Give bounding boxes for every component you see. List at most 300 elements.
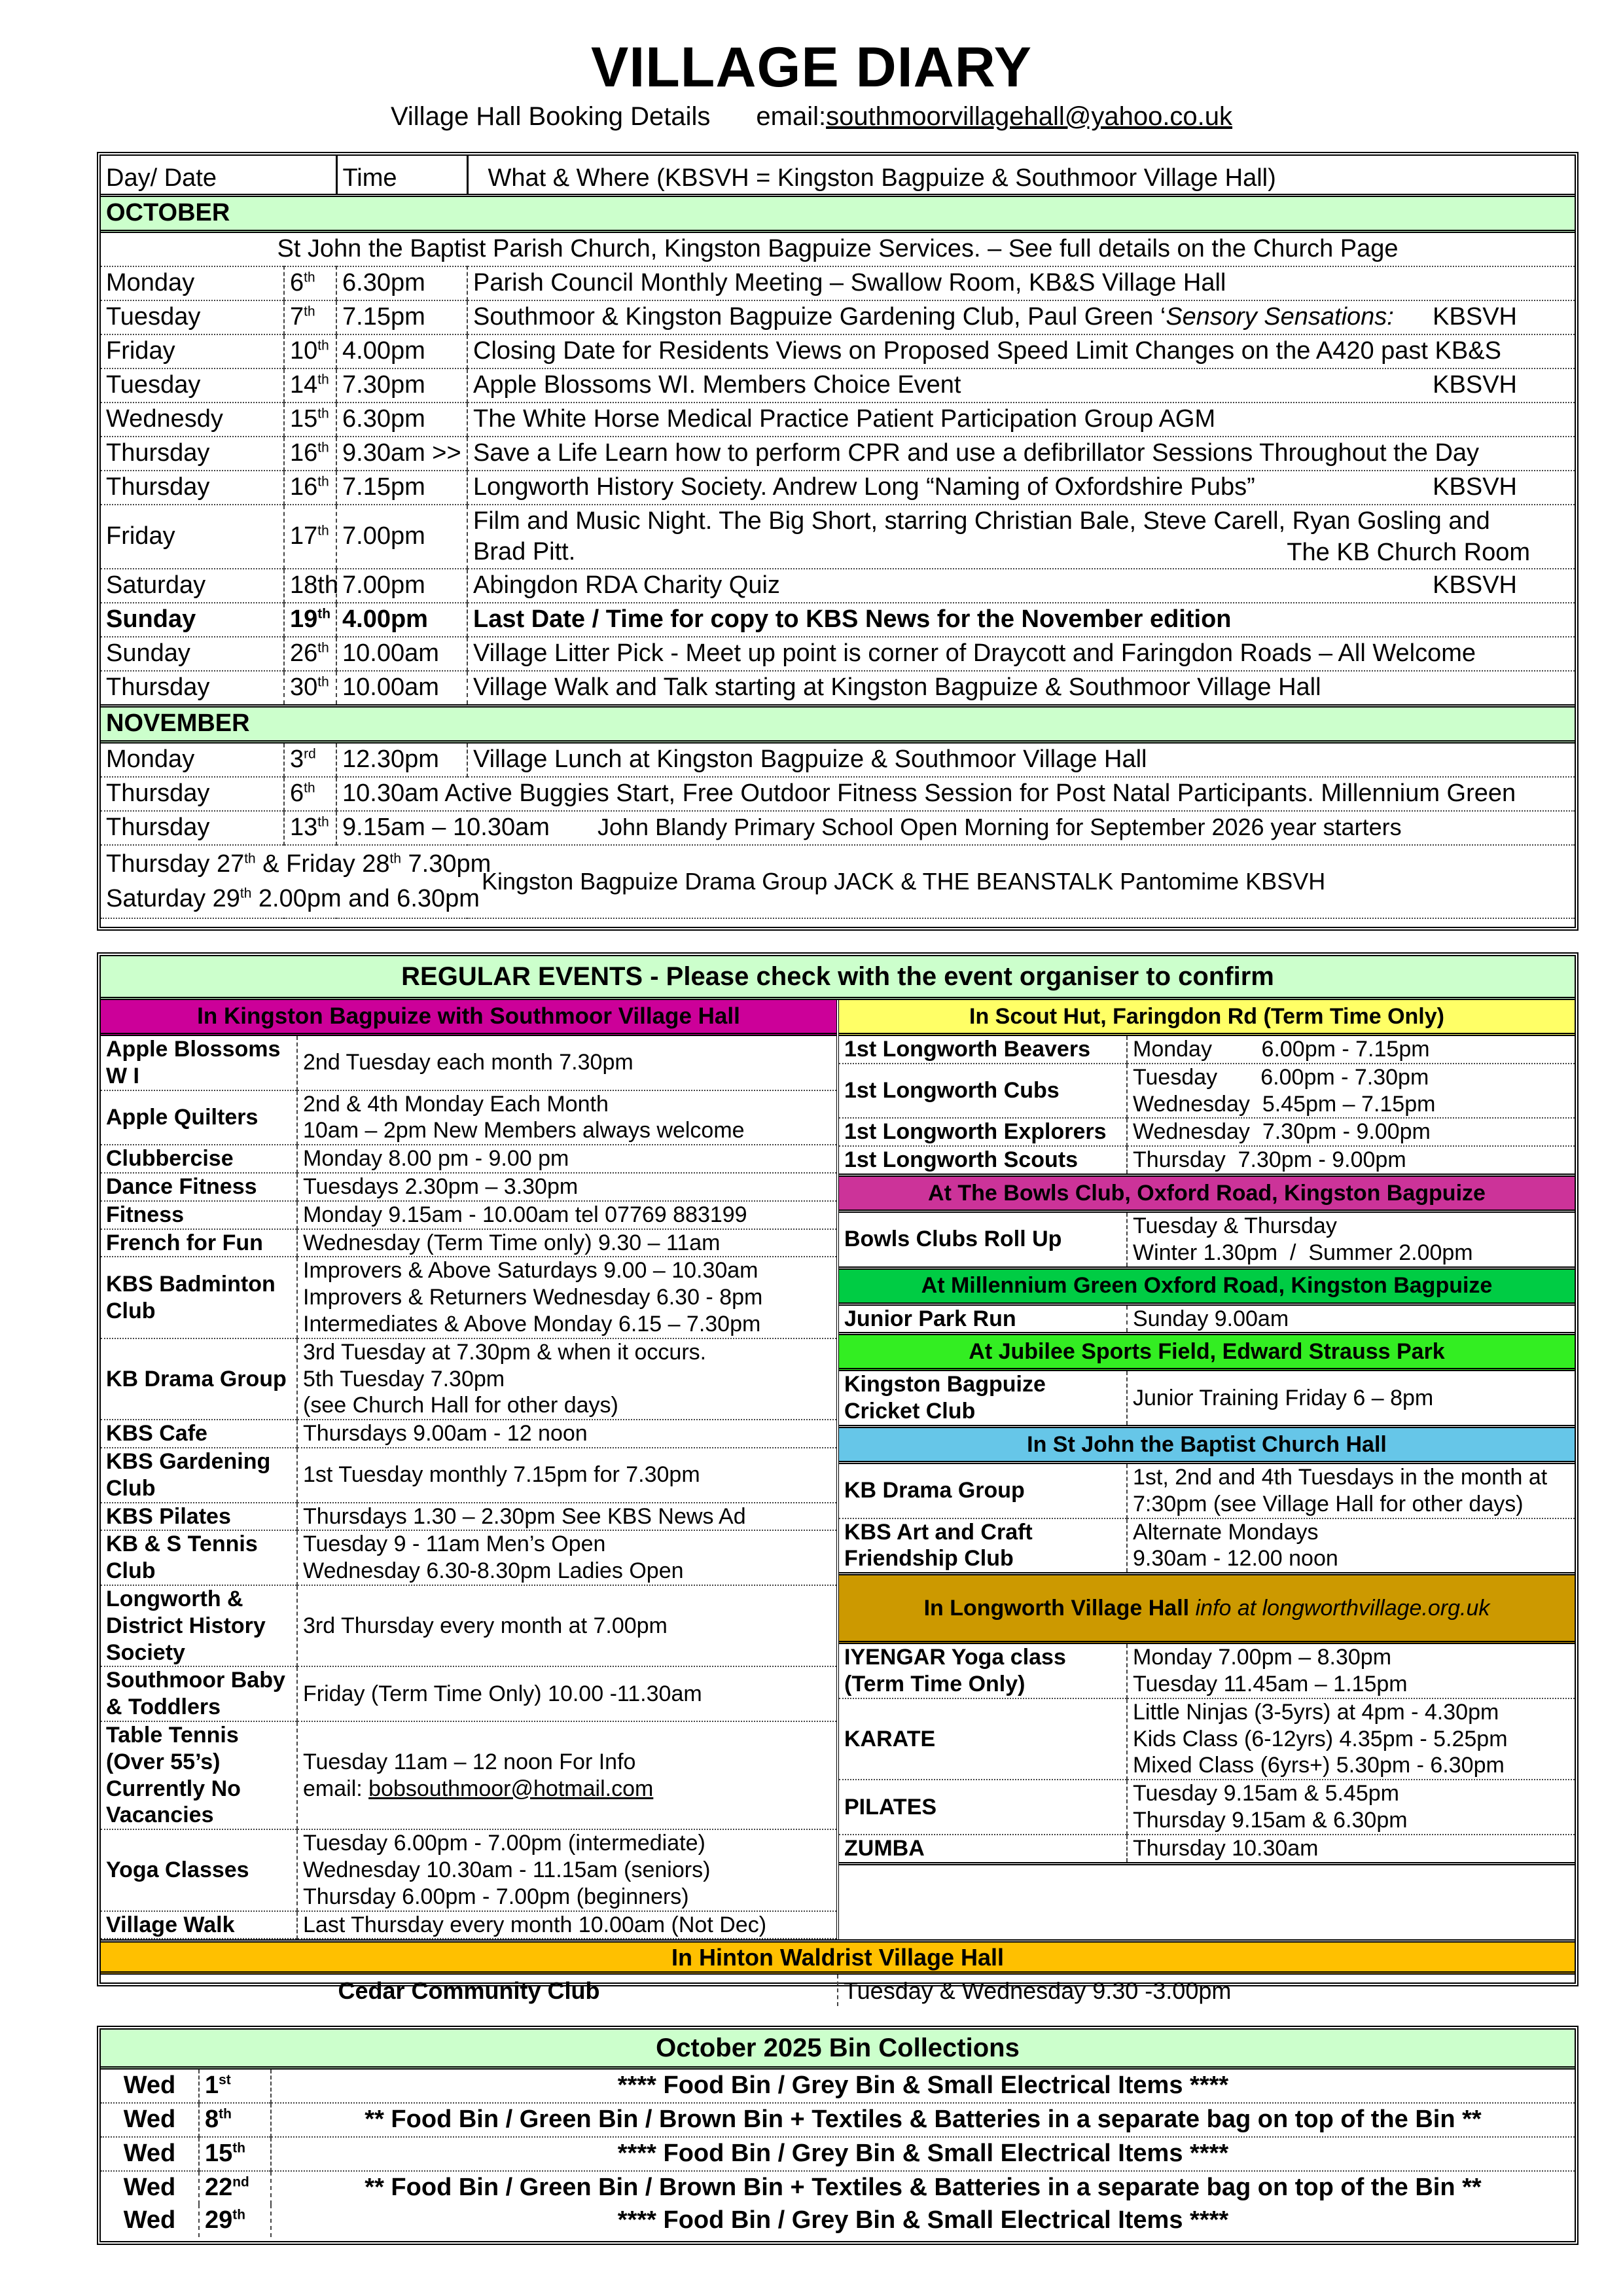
time-line: Tuesday 6.00pm - 7.30pm bbox=[1133, 1064, 1429, 1090]
regular-event-row bbox=[101, 1145, 836, 1173]
regular-event-time bbox=[297, 1338, 836, 1420]
event-date: 3rd bbox=[284, 742, 336, 778]
date-suffix: th bbox=[304, 270, 315, 285]
regular-event-time bbox=[1127, 1780, 1575, 1835]
event-date: 17th bbox=[284, 505, 336, 569]
event-date: 14th bbox=[284, 368, 336, 403]
time-line: Thursday 10.30am bbox=[1133, 1835, 1319, 1861]
regular-event-row bbox=[839, 1462, 1575, 1518]
regular-event-name: Longworth & District History Society bbox=[101, 1585, 297, 1666]
booking-line bbox=[0, 103, 1623, 130]
diary-event-row bbox=[101, 569, 1575, 603]
event-what: KBSVH Abingdon RDA Charity Quiz bbox=[467, 569, 1575, 603]
time-line: Improvers & Returners Wednesday 6.30 - 8pm bbox=[303, 1285, 763, 1310]
event-day: Monday bbox=[101, 742, 284, 778]
time-line: 2nd & 4th Monday Each Month bbox=[303, 1091, 609, 1117]
time-line: (see Church Hall for other days) bbox=[303, 1393, 618, 1418]
date-suffix: th bbox=[244, 851, 256, 867]
regular-event-name: Yoga Classes bbox=[101, 1829, 297, 1910]
october-events bbox=[101, 266, 1575, 706]
event-what: Village Litter Pick - Meet up point is corner of Draycott and Faringdon Roads – All Welcome bbox=[473, 639, 1476, 668]
diary-event-row bbox=[101, 603, 1575, 637]
time-line: Thursday 9.15am & 6.30pm bbox=[1133, 1807, 1408, 1833]
regular-event-name: Apple Quilters bbox=[101, 1090, 297, 1145]
regular-event-time bbox=[297, 1201, 836, 1229]
time-line: Thursdays 1.30 – 2.30pm See KBS News Ad bbox=[303, 1503, 746, 1529]
event-what: Parish Council Monthly Meeting – Swallow Room, KB&S Village Hall bbox=[473, 269, 1226, 297]
event-where: KBSVH bbox=[1433, 473, 1517, 501]
date-suffix: th bbox=[389, 851, 401, 867]
event-date: 26th bbox=[284, 637, 336, 671]
event-what: Last Date / Time for copy to KBS News for the November edition bbox=[473, 605, 1232, 634]
time-line: 2nd Tuesday each month 7.30pm bbox=[303, 1050, 633, 1075]
hinton-time: Tuesday & Wednesday 9.30 -3.00pm bbox=[844, 1977, 1232, 2004]
event-where: KBSVH bbox=[1433, 571, 1517, 600]
event-time: 7.00pm bbox=[336, 569, 467, 603]
regular-event-row bbox=[839, 1035, 1575, 1064]
regular-event-time bbox=[1127, 1146, 1575, 1175]
bin-row bbox=[101, 2068, 1575, 2104]
event-date-line: Saturday 29th 2.00pm and 6.30pm bbox=[106, 885, 480, 912]
event-what: 10.30am Active Buggies Start, Free Outdoor Fitness Session for Post Natal Participants. Millennium Green bbox=[342, 780, 1516, 808]
time-line: Thursday 7.30pm - 9.00pm bbox=[1133, 1147, 1406, 1173]
date-suffix: th bbox=[304, 304, 315, 319]
regular-event-name: PILATES bbox=[839, 1780, 1127, 1835]
hinton-header: In Hinton Waldrist Village Hall bbox=[671, 1943, 1005, 1971]
bin-description: **** Food Bin / Grey Bin & Small Electrical Items **** bbox=[617, 2072, 1229, 2100]
left-section-header: In Kingston Bagpuize with Southmoor Village Hall bbox=[101, 1000, 836, 1035]
regular-event-name: KBS Badminton Club bbox=[101, 1257, 297, 1338]
time-line: Wednesday 5.45pm – 7.15pm bbox=[1133, 1091, 1436, 1117]
diary-event-row bbox=[101, 300, 1575, 334]
regular-event-time bbox=[297, 1090, 836, 1145]
time-line: 1st Tuesday monthly 7.15pm for 7.30pm bbox=[303, 1462, 700, 1488]
bin-date: 29th bbox=[199, 2204, 271, 2237]
regular-event-row bbox=[101, 1338, 836, 1420]
regular-event-row bbox=[101, 1090, 836, 1145]
right-section-header-row bbox=[839, 1270, 1575, 1304]
event-date: 7th bbox=[284, 300, 336, 334]
regular-event-row bbox=[101, 1448, 836, 1503]
regular-event-time bbox=[297, 1585, 836, 1666]
event-description: John Blandy Primary School Open Morning for September 2026 year starters bbox=[597, 814, 1402, 841]
time-line: Wednesday (Term Time only) 9.30 – 11am bbox=[303, 1230, 721, 1255]
regular-title-row bbox=[101, 956, 1575, 999]
event-time: 10.00am bbox=[336, 637, 467, 671]
bin-description: **** Food Bin / Grey Bin & Small Electrical Items **** bbox=[617, 2140, 1229, 2168]
right-section bbox=[839, 1000, 1575, 1177]
month-label: NOVEMBER bbox=[106, 709, 250, 738]
regular-event-name: Clubbercise bbox=[101, 1145, 297, 1173]
event-time: 9.15am – 10.30am bbox=[342, 814, 550, 842]
bin-rows bbox=[101, 2068, 1575, 2238]
regular-event-name: Dance Fitness bbox=[101, 1173, 297, 1201]
time-line: Tuesday 9 - 11am Men’s Open bbox=[303, 1532, 606, 1557]
event-date: 16th bbox=[284, 471, 336, 505]
event-time: 4.00pm bbox=[336, 334, 467, 368]
regular-event-time bbox=[297, 1229, 836, 1257]
right-section-header-row bbox=[839, 1177, 1575, 1211]
regular-event-time bbox=[1127, 1304, 1575, 1334]
time-line: Thursdays 9.00am - 12 noon bbox=[303, 1421, 588, 1446]
right-section-header: In Scout Hut, Faringdon Rd (Term Time Only) bbox=[839, 1000, 1575, 1035]
time-line: Little Ninjas (3-5yrs) at 4pm - 4.30pm bbox=[1133, 1699, 1499, 1725]
time-line: Improvers & Above Saturdays 9.00 – 10.30am bbox=[303, 1258, 758, 1283]
diary-event-row bbox=[101, 437, 1575, 471]
event-where: The KB Church Room bbox=[1287, 538, 1530, 566]
regular-event-row bbox=[839, 1370, 1575, 1427]
page-title: VILLAGE DIARY bbox=[591, 36, 1032, 99]
month-label: OCTOBER bbox=[106, 199, 230, 227]
event-day: Thursday bbox=[101, 671, 284, 706]
regular-event-time bbox=[1127, 1118, 1575, 1146]
regular-event-time bbox=[297, 1257, 836, 1338]
regular-event-row bbox=[839, 1835, 1575, 1863]
regular-event-name: KBS Gardening Club bbox=[101, 1448, 297, 1503]
event-what: Save a Life Learn how to perform CPR and use a defibrillator Sessions Throughout the Day bbox=[473, 439, 1480, 467]
event-day: Sunday bbox=[101, 603, 284, 637]
regular-event-name: KARATE bbox=[839, 1698, 1127, 1780]
diary-event-row bbox=[101, 471, 1575, 505]
event-what: The White Horse Medical Practice Patient Participation Group AGM bbox=[473, 405, 1216, 433]
right-section-header: In St John the Baptist Church Hall bbox=[839, 1428, 1575, 1463]
booking-label: Village Hall Booking Details bbox=[390, 102, 711, 131]
event-what: Village Walk and Talk starting at Kingston Bagpuize & Southmoor Village Hall bbox=[473, 673, 1321, 702]
time-line: Alternate Mondays bbox=[1133, 1519, 1319, 1545]
regular-event-row bbox=[839, 1211, 1575, 1268]
event-time: 12.30pm bbox=[336, 742, 467, 778]
event-time: 6.30pm bbox=[336, 266, 467, 300]
regular-event-time bbox=[1127, 1211, 1575, 1268]
regular-event-name: ZUMBA bbox=[839, 1835, 1127, 1863]
time-line: 3rd Tuesday at 7.30pm & when it occurs. bbox=[303, 1339, 707, 1365]
diary-event-row bbox=[101, 845, 1575, 918]
bin-day: Wed bbox=[101, 2068, 199, 2104]
bin-date: 8th bbox=[199, 2103, 271, 2137]
event-day: Saturday bbox=[101, 569, 284, 603]
event-time: 7.15pm bbox=[336, 300, 467, 334]
email-prefix: email: bbox=[756, 102, 827, 131]
event-what: Village Lunch at Kingston Bagpuize & Southmoor Village Hall bbox=[473, 745, 1147, 774]
regular-event-name: KBS Cafe bbox=[101, 1420, 297, 1448]
time-line: Tuesday 9.15am & 5.45pm bbox=[1133, 1781, 1399, 1806]
event-day: Wednesdy bbox=[101, 403, 284, 437]
time-line: Tuesday & Thursday bbox=[1133, 1213, 1337, 1238]
event-what bbox=[336, 811, 1575, 845]
right-section bbox=[839, 1335, 1575, 1428]
time-line: 1st, 2nd and 4th Tuesdays in the month at bbox=[1133, 1464, 1548, 1490]
event-day: Sunday bbox=[101, 637, 284, 671]
time-line: Thursday 6.00pm - 7.00pm (beginners) bbox=[303, 1884, 689, 1909]
regular-event-name: Apple Blossoms W I bbox=[101, 1036, 297, 1090]
regular-event-name: French for Fun bbox=[101, 1229, 297, 1257]
regular-event-name: 1st Longworth Explorers bbox=[839, 1118, 1127, 1146]
event-time: 7.15pm bbox=[336, 471, 467, 505]
bin-date: 1st bbox=[199, 2068, 271, 2104]
time-line: 7:30pm (see Village Hall for other days) bbox=[1133, 1491, 1524, 1516]
time-line: Sunday 9.00am bbox=[1133, 1306, 1289, 1331]
right-section bbox=[839, 1177, 1575, 1270]
contact-email-link[interactable]: bobsouthmoor@hotmail.com bbox=[368, 1776, 654, 1801]
regular-event-time bbox=[1127, 1370, 1575, 1427]
bin-description: ** Food Bin / Green Bin / Brown Bin + Textiles & Batteries in a separate bag on top of the Bin ** bbox=[365, 2106, 1482, 2134]
regular-event-row bbox=[101, 1530, 836, 1585]
regular-event-name: 1st Longworth Beavers bbox=[839, 1035, 1127, 1064]
right-section-header-row bbox=[839, 1428, 1575, 1463]
diary-event-row bbox=[101, 266, 1575, 300]
event-day: Thursday bbox=[101, 471, 284, 505]
regular-event-name: KB Drama Group bbox=[101, 1338, 297, 1420]
event-multi-date bbox=[101, 845, 491, 918]
bin-day: Wed bbox=[101, 2204, 199, 2237]
regular-event-name: Table Tennis (Over 55’s) Currently No Vacancies bbox=[101, 1721, 297, 1829]
regular-event-row bbox=[101, 1201, 836, 1229]
bin-row bbox=[101, 2171, 1575, 2204]
event-date: 13th bbox=[284, 811, 336, 845]
time-line: Friday (Term Time Only) 10.00 -11.30am bbox=[303, 1681, 702, 1706]
regular-event-row bbox=[101, 1721, 836, 1829]
bin-row bbox=[101, 2204, 1575, 2237]
regular-event-row bbox=[101, 1257, 836, 1338]
date-suffix: th bbox=[317, 440, 329, 456]
bin-row bbox=[101, 2103, 1575, 2137]
diary-header-row bbox=[101, 156, 1575, 196]
regular-event-row bbox=[101, 1585, 836, 1666]
regular-event-time bbox=[1127, 1462, 1575, 1518]
bin-collections bbox=[97, 2026, 1578, 2245]
date-suffix: th bbox=[317, 372, 329, 387]
event-day: Monday bbox=[101, 266, 284, 300]
event-what: Kingston Bagpuize Drama Group JACK & THE BEANSTALK Pantomime KBSVH bbox=[482, 868, 1326, 895]
right-section-header: In Longworth Village Hall info at longworthvillage.org.uk bbox=[839, 1575, 1575, 1643]
time-line: 9.30am - 12.00 noon bbox=[1133, 1546, 1338, 1571]
booking-email-link[interactable]: southmoorvillagehall@yahoo.co.uk bbox=[826, 102, 1233, 131]
regular-event-name: Bowls Clubs Roll Up bbox=[839, 1211, 1127, 1268]
right-section-header-row bbox=[839, 1575, 1575, 1643]
col-day-date: Day/ Date bbox=[101, 156, 336, 196]
month-row-november bbox=[101, 706, 1575, 742]
regular-event-row bbox=[101, 1666, 836, 1721]
time-line: Kids Class (6-12yrs) 4.35pm - 5.25pm bbox=[1133, 1726, 1508, 1751]
right-section bbox=[839, 1270, 1575, 1336]
regular-event-time bbox=[297, 1911, 836, 1939]
right-section bbox=[839, 1575, 1575, 1865]
time-line: Tuesday 6.00pm - 7.00pm (intermediate) bbox=[303, 1831, 705, 1856]
time-line: Monday 7.00pm – 8.30pm bbox=[1133, 1645, 1392, 1670]
event-day: Thursday bbox=[101, 437, 284, 471]
regular-event-row bbox=[839, 1064, 1575, 1119]
regular-event-row bbox=[839, 1780, 1575, 1835]
regular-event-row bbox=[839, 1118, 1575, 1146]
event-date: 18th bbox=[284, 569, 336, 603]
event-day: Thursday bbox=[101, 777, 284, 811]
event-what: The KB Church Room Film and Music Night. The Big Short, starring Christian Bale, Steve Carell, Ryan Gosling and Brad Pitt. bbox=[467, 505, 1575, 569]
regular-event-time bbox=[297, 1829, 836, 1910]
regular-event-row bbox=[101, 1420, 836, 1448]
time-line: 10am – 2pm New Members always welcome bbox=[303, 1118, 745, 1143]
event-date: 19th bbox=[284, 603, 336, 637]
diary-event-row bbox=[101, 368, 1575, 403]
time-line: Wednesday 7.30pm - 9.00pm bbox=[1133, 1119, 1431, 1145]
church-note: St John the Baptist Parish Church, Kingston Bagpuize Services. – See full details on the Church Page bbox=[277, 235, 1399, 263]
regular-event-name: Southmoor Baby & Toddlers bbox=[101, 1666, 297, 1721]
regular-title: REGULAR EVENTS - Please check with the event organiser to confirm bbox=[401, 962, 1274, 991]
diary-table bbox=[97, 152, 1578, 931]
regular-event-name: KBS Art and Craft Friendship Club bbox=[839, 1518, 1127, 1574]
bin-date: 15th bbox=[199, 2137, 271, 2171]
event-time: 10.00am bbox=[336, 671, 467, 706]
event-time: 7.00pm bbox=[336, 505, 467, 569]
regular-event-time bbox=[1127, 1698, 1575, 1780]
regular-events bbox=[97, 952, 1578, 2004]
diary-event-row bbox=[101, 811, 1575, 845]
diary-event-row bbox=[101, 505, 1575, 569]
date-suffix: th bbox=[219, 2106, 232, 2122]
time-line: Monday 8.00 pm - 9.00 pm bbox=[303, 1146, 569, 1172]
event-day: Friday bbox=[101, 334, 284, 368]
regular-event-time bbox=[1127, 1518, 1575, 1574]
regular-event-row bbox=[839, 1518, 1575, 1574]
event-what-italic: Sensory Sensations: bbox=[1166, 303, 1394, 331]
date-suffix: th bbox=[317, 674, 329, 690]
left-event-list bbox=[101, 1036, 836, 1939]
date-suffix: th bbox=[317, 640, 329, 656]
regular-event-row bbox=[839, 1146, 1575, 1175]
time-line: email: bobsouthmoor@hotmail.com bbox=[303, 1776, 654, 1801]
right-column bbox=[838, 999, 1575, 1941]
hinton-name: Cedar Community Club bbox=[101, 1973, 838, 2007]
right-section-header: At Jubilee Sports Field, Edward Strauss Park bbox=[839, 1335, 1575, 1370]
event-day: Tuesday bbox=[101, 300, 284, 334]
event-what: Closing Date for Residents Views on Proposed Speed Limit Changes on the A420 past KB&S bbox=[473, 337, 1501, 365]
event-date: 30th bbox=[284, 671, 336, 706]
regular-event-time bbox=[1127, 1835, 1575, 1863]
regular-event-time bbox=[297, 1530, 836, 1585]
regular-columns bbox=[101, 999, 1575, 1941]
col-time: Time bbox=[336, 156, 467, 196]
diary-event-row bbox=[101, 742, 1575, 778]
time-line: Wednesday 6.30-8.30pm Ladies Open bbox=[303, 1558, 684, 1584]
time-line: 3rd Thursday every month at 7.00pm bbox=[303, 1613, 668, 1638]
date-suffix: st bbox=[219, 2072, 231, 2088]
event-time: 4.00pm bbox=[336, 603, 467, 637]
event-date: 6th bbox=[284, 777, 336, 811]
regular-event-row bbox=[101, 1229, 836, 1257]
diary-event-row bbox=[101, 671, 1575, 706]
time-line: 5th Tuesday 7.30pm bbox=[303, 1366, 505, 1391]
left-column bbox=[101, 999, 838, 1941]
event-day: Tuesday bbox=[101, 368, 284, 403]
time-line: Tuesdays 2.30pm – 3.30pm bbox=[303, 1174, 579, 1199]
event-date: 16th bbox=[284, 437, 336, 471]
regular-event-name: Kingston Bagpuize Cricket Club bbox=[839, 1370, 1127, 1427]
right-section-header-italic: info at longworthvillage.org.uk bbox=[1195, 1595, 1490, 1621]
event-where: KBSVH bbox=[1433, 371, 1517, 399]
regular-event-name: Fitness bbox=[101, 1201, 297, 1229]
regular-event-name: KB & S Tennis Club bbox=[101, 1530, 297, 1585]
bins-title-row bbox=[101, 2030, 1575, 2068]
date-suffix: rd bbox=[304, 746, 316, 762]
regular-event-name: Village Walk bbox=[101, 1911, 297, 1939]
regular-event-name: 1st Longworth Cubs bbox=[839, 1064, 1127, 1119]
bin-description: **** Food Bin / Grey Bin & Small Electrical Items **** bbox=[617, 2206, 1229, 2234]
event-date: 15th bbox=[284, 403, 336, 437]
month-row-october bbox=[101, 196, 1575, 232]
event-date: 10th bbox=[284, 334, 336, 368]
diary-event-row bbox=[101, 777, 1575, 811]
time-line: Intermediates & Above Monday 6.15 – 7.30pm bbox=[303, 1311, 761, 1336]
regular-event-time bbox=[1127, 1643, 1575, 1698]
date-suffix: th bbox=[317, 814, 329, 830]
regular-event-time bbox=[297, 1448, 836, 1503]
date-suffix: th bbox=[232, 2207, 245, 2223]
hinton-row bbox=[101, 1973, 1575, 2007]
event-time: 7.30pm bbox=[336, 368, 467, 403]
right-section-header: At Millennium Green Oxford Road, Kingston Bagpuize bbox=[839, 1270, 1575, 1304]
regular-event-name: KB Drama Group bbox=[839, 1462, 1127, 1518]
time-line: Mixed Class (6yrs+) 5.30pm - 6.30pm bbox=[1133, 1753, 1505, 1778]
date-suffix: th bbox=[317, 406, 329, 422]
diary-event-row bbox=[101, 637, 1575, 671]
regular-event-time bbox=[297, 1420, 836, 1448]
regular-event-row bbox=[839, 1304, 1575, 1334]
date-suffix: th bbox=[317, 338, 329, 353]
event-time: 6.30pm bbox=[336, 403, 467, 437]
date-suffix: th bbox=[317, 474, 329, 490]
regular-event-name: 1st Longworth Scouts bbox=[839, 1146, 1127, 1175]
right-section bbox=[839, 1428, 1575, 1575]
november-events bbox=[101, 742, 1575, 919]
regular-event-name: Junior Park Run bbox=[839, 1304, 1127, 1334]
date-suffix: th bbox=[304, 780, 315, 796]
date-suffix: th bbox=[240, 886, 252, 901]
date-suffix: th bbox=[317, 606, 330, 622]
regular-event-time bbox=[1127, 1064, 1575, 1119]
bin-description: ** Food Bin / Green Bin / Brown Bin + Textiles & Batteries in a separate bag on top of the Bin ** bbox=[365, 2174, 1482, 2202]
time-line: Wednesday 10.30am - 11.15am (seniors) bbox=[303, 1857, 711, 1882]
regular-event-time bbox=[297, 1666, 836, 1721]
regular-event-row bbox=[101, 1829, 836, 1910]
regular-event-time bbox=[297, 1145, 836, 1173]
regular-event-time bbox=[297, 1503, 836, 1531]
regular-event-time bbox=[1127, 1035, 1575, 1064]
regular-event-row bbox=[101, 1036, 836, 1090]
time-line: Winter 1.30pm / Summer 2.00pm bbox=[1133, 1240, 1473, 1265]
time-line: Last Thursday every month 10.00am (Not Dec) bbox=[303, 1912, 767, 1937]
event-what: KBSVH Southmoor & Kingston Bagpuize Gardening Club, Paul Green ‘Sensory Sensations: bbox=[467, 300, 1575, 334]
regular-event-row bbox=[101, 1911, 836, 1939]
time-line: Monday 9.15am - 10.00am tel 07769 883199 bbox=[303, 1202, 747, 1227]
diary-event-row bbox=[101, 403, 1575, 437]
bin-day: Wed bbox=[101, 2171, 199, 2204]
regular-event-name: KBS Pilates bbox=[101, 1503, 297, 1531]
regular-event-time bbox=[297, 1036, 836, 1090]
event-day: Friday bbox=[101, 505, 284, 569]
church-note-row bbox=[101, 232, 1575, 267]
regular-event-row bbox=[839, 1643, 1575, 1698]
event-what: KBSVH Longworth History Society. Andrew Long “Naming of Oxfordshire Pubs” bbox=[467, 471, 1575, 505]
event-day: Thursday bbox=[101, 811, 284, 845]
bin-row bbox=[101, 2137, 1575, 2171]
diary-event-row bbox=[101, 334, 1575, 368]
event-time: 9.30am >> bbox=[336, 437, 467, 471]
bins-title: October 2025 Bin Collections bbox=[656, 2034, 1020, 2062]
regular-event-row bbox=[101, 1173, 836, 1201]
date-suffix: th bbox=[317, 523, 329, 539]
right-section-header-row bbox=[839, 1000, 1575, 1035]
date-suffix: th bbox=[232, 2140, 245, 2156]
regular-event-name: IYENGAR Yoga class (Term Time Only) bbox=[839, 1643, 1127, 1698]
